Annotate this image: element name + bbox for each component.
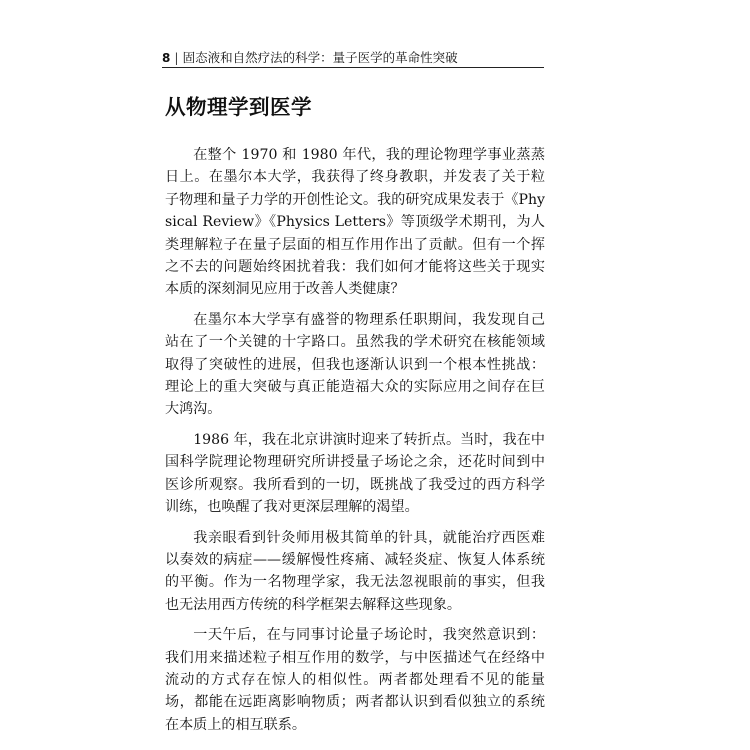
paragraph-3: 1986 年，我在北京讲演时迎来了转折点。当时，我在中国科学院理论物理研究所讲授量子场论之余，还花时间到中医诊所观察。我所看到的一切，既挑战了我受过的西方科学训练，也唤醒了我对更深层理解的渴望。 [165,431,545,516]
body-text [165,144,545,744]
book-title: 固态液和自然疗法的科学：量子医学的革命性突破 [182,50,458,65]
running-header [162,48,548,68]
paragraph-5: 一天午后，在与同事讨论量子场论时，我突然意识到：我们用来描述粒子相互作用的数学，与中医描述气在经络中流动的方式存在惊人的相似性。两者都处理看不见的能量场，都能在远距离影响物质；两者都认识到看似独立的系统在本质上的相互联系。 [165,627,545,733]
paragraph-2: 在墨尔本大学享有盛誉的物理系任职期间，我发现自己站在了一个关键的十字路口。虽然我的学术研究在核能领域取得了突破性的进展，但我也逐渐认识到一个根本性挑战：理论上的重大突破与真正能造福大众的实际应用之间存在巨大鸿沟。 [165,311,545,418]
header-rule [162,67,544,68]
paragraph-4: 我亲眼看到针灸师用极其简单的针具，就能治疗西医难以奏效的病症——缓解慢性疼痛、减轻炎症、恢复人体系统的平衡。作为一名物理学家，我无法忽视眼前的事实，但我也无法用西方传统的科学框架去解释这些现象。 [165,529,545,613]
header-separator: | [174,50,179,65]
chapter-title: 从物理学到医学 [165,95,312,119]
paragraph-1: 在整个 1970 和 1980 年代，我的理论物理学事业蒸蒸日上。在墨尔本大学，我获得了终身教职，并发表了关于粒子物理和量子力学的开创性论文。我的研究成果发表于《Physical Review》《Physics Letters》等顶级学术期刊，为人类理解粒子在量子层面的相互作用作出了贡献。但有一个挥之不去的问题始终困扰着我：我们如何才能将这些关于现实本质的深刻洞见应用于改善人类健康？ [165,147,545,298]
page-number: 8 [162,51,171,65]
